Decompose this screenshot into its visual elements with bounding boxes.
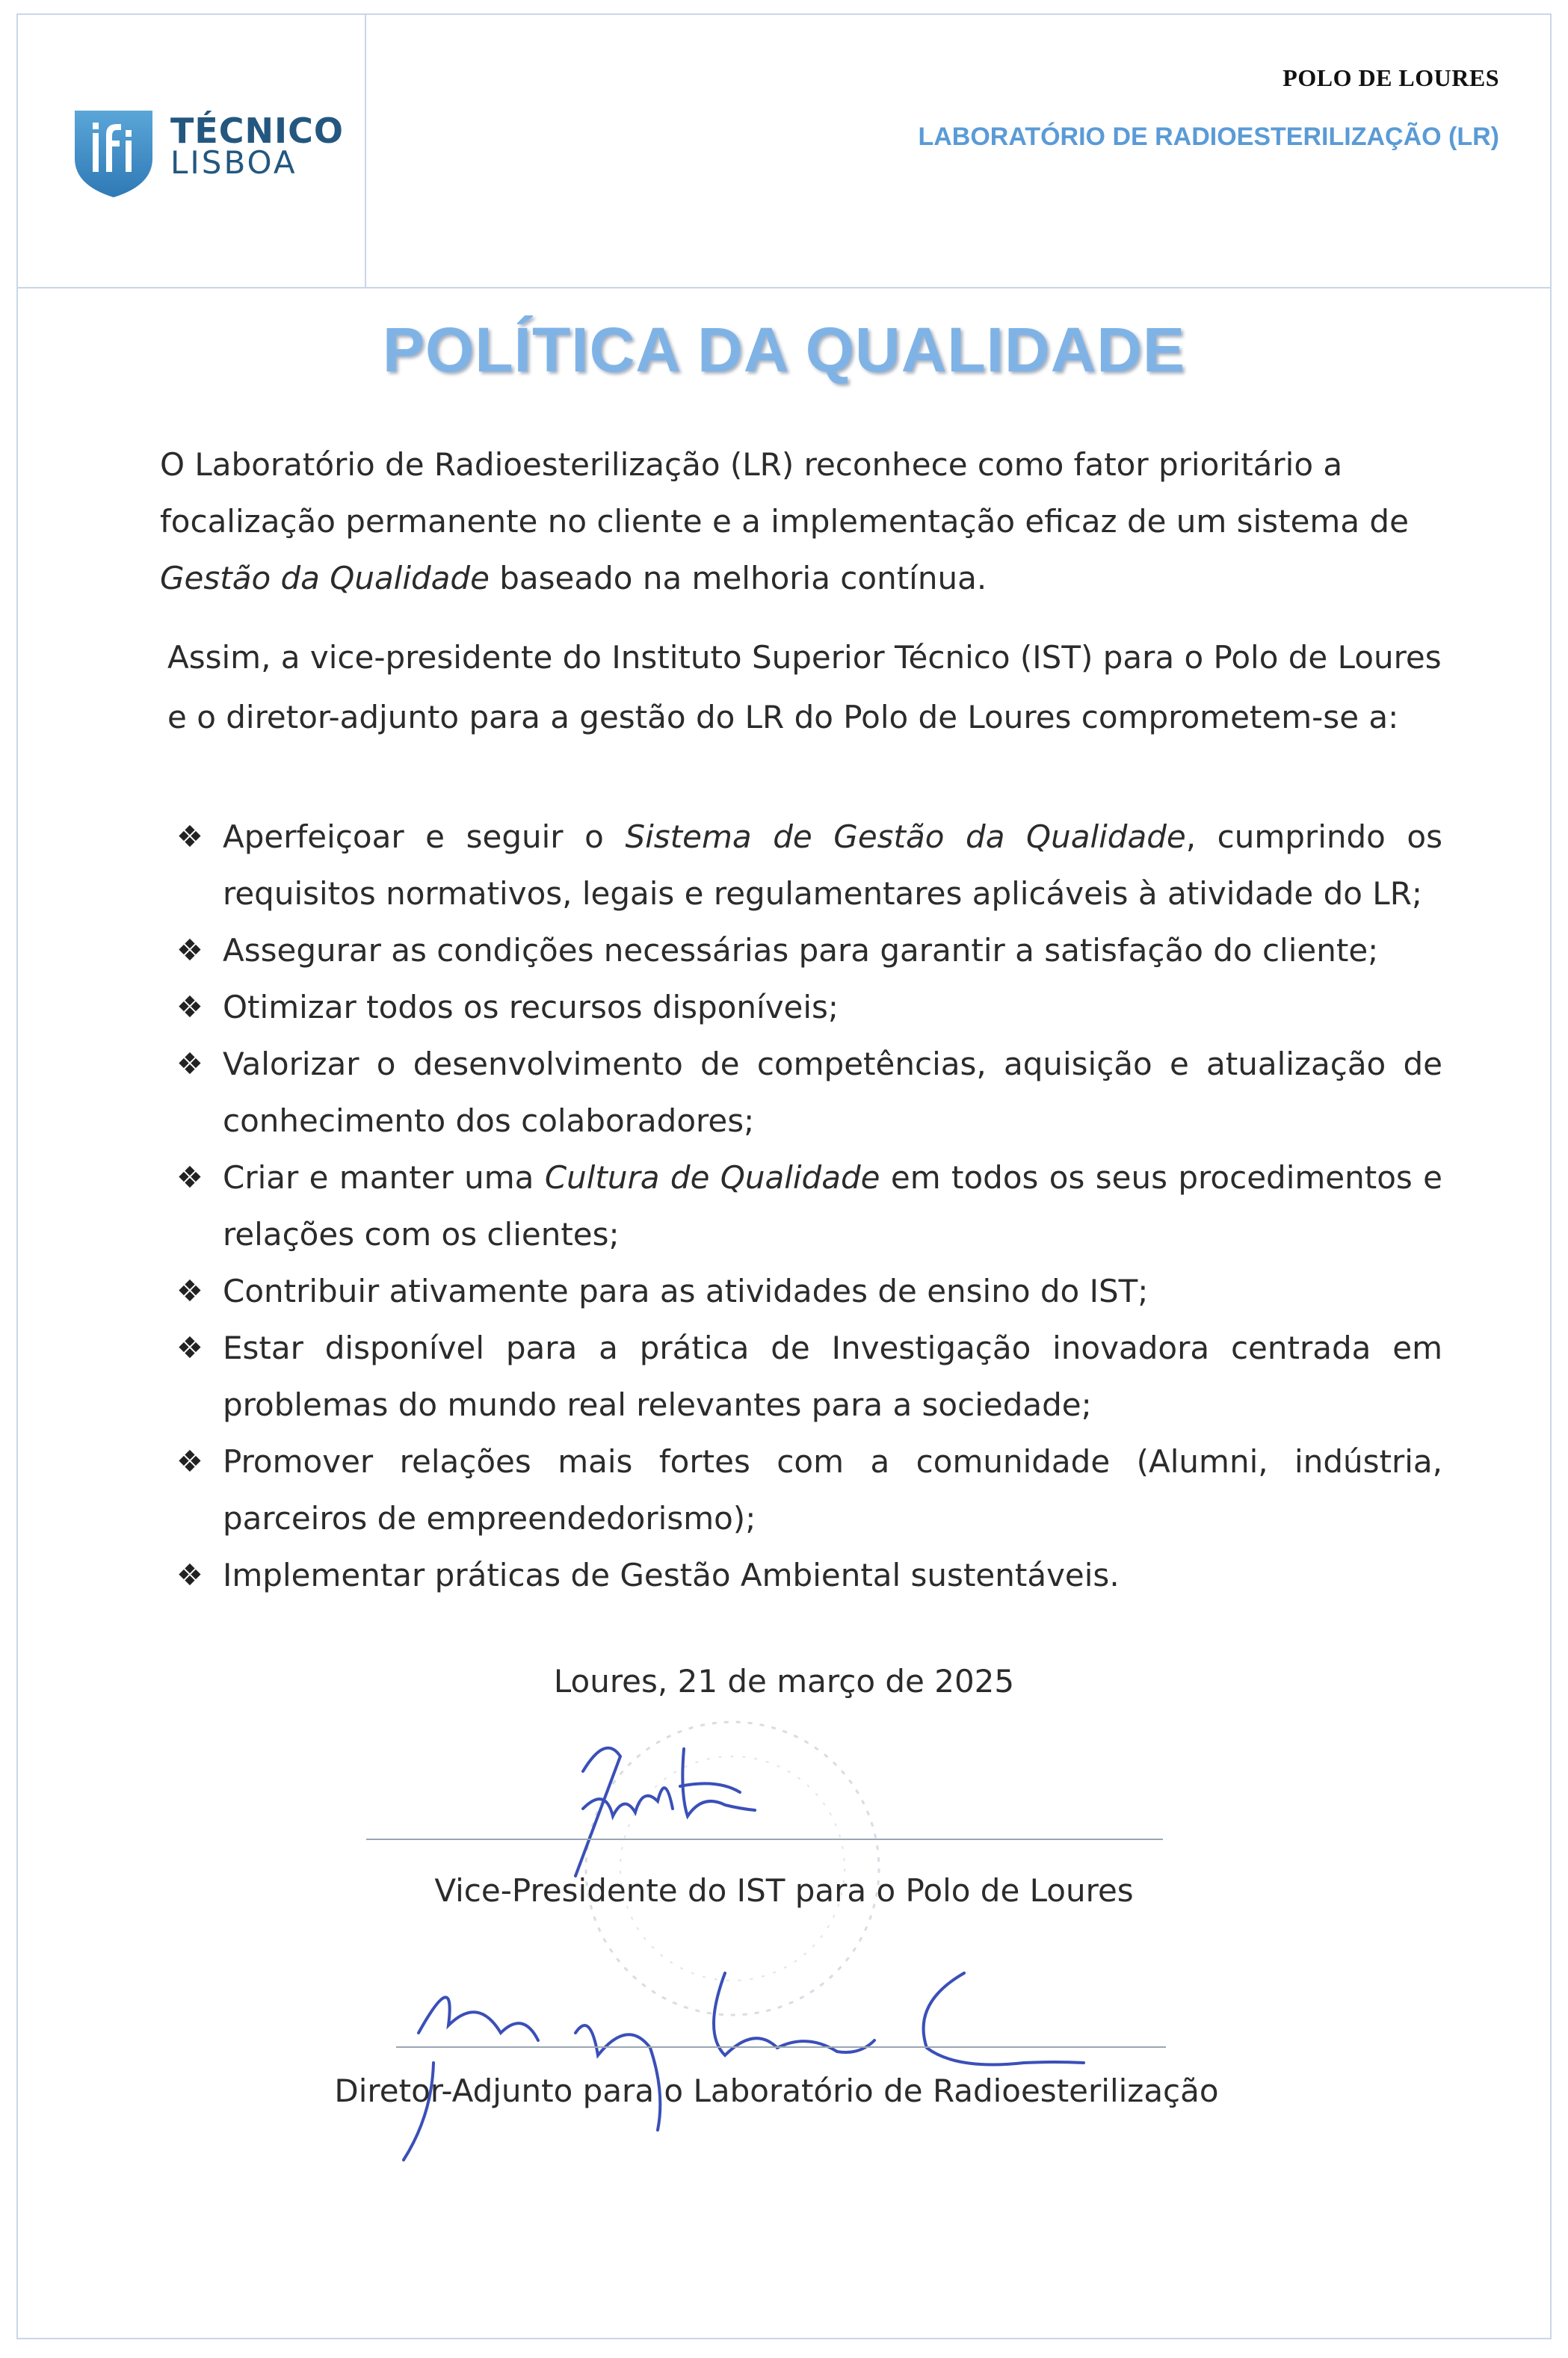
list-item [176,1263,1442,1320]
list-item [176,1320,1442,1433]
list-item-text: Estar disponível para a prática de Investigação inovadora centrada em problemas do mundo real relevantes para a sociedade; [223,1330,1442,1423]
commitments-list [176,809,1442,1604]
list-item [176,809,1442,922]
page-title: POLÍTICA DA QUALIDADE [382,315,1186,385]
diamond-bullet-icon: ❖ [176,1331,203,1365]
list-item-emphasis: Cultura de Qualidade [544,1159,880,1196]
intro-paragraph [160,436,1445,607]
signature-vice-president-icon [553,1726,822,1891]
polo-label: POLO DE LOURES [1283,64,1499,91]
logo-text-lisboa: LISBOA [170,144,297,181]
list-item [176,1036,1442,1149]
list-item [176,1433,1442,1547]
list-item-text: Otimizar todos os recursos disponíveis; [223,989,839,1025]
diamond-bullet-icon: ❖ [176,933,203,968]
signature-deputy-director-icon [389,1943,1136,2167]
signature-line-1 [366,1839,1163,1840]
list-item [176,979,1442,1036]
date-line: Loures, 21 de março de 2025 [553,1663,1015,1700]
commitment-paragraph: Assim, a vice-presidente do Instituto Superior Técnico (IST) para o Polo de Loures e o diretor-adjunto para a gestão do LR do Polo de Loures comprometem-se a: [167,639,1442,735]
intro-emphasis: Gestão da Qualidade [160,560,490,596]
list-item [176,1547,1442,1604]
laboratory-label: LABORATÓRIO DE RADIOESTERILIZAÇÃO (LR) [918,123,1499,151]
list-item-text: Criar e manter uma [223,1159,545,1196]
signatory-role-deputy-director: Diretor-Adjunto para o Laboratório de Radioesterilização [334,2072,1219,2109]
header-column-divider [365,13,366,288]
diamond-bullet-icon: ❖ [176,990,203,1025]
list-item-text: Aperfeiçoar e seguir o [223,818,626,855]
diamond-bullet-icon: ❖ [176,1047,203,1081]
intro-text: O Laboratório de Radioesterilização (LR) reconhece como fator prioritário a focalização permanente no cliente e a implementação eficaz de um sistema de [160,446,1409,540]
diamond-bullet-icon: ❖ [176,1274,203,1309]
signatory-role-vice-president: Vice-Presidente do IST para o Polo de Loures [434,1872,1134,1909]
diamond-bullet-icon: ❖ [176,820,203,854]
diamond-bullet-icon: ❖ [176,1445,203,1479]
list-item [176,1149,1442,1263]
list-item-text-end: em todos os seus procedimentos e relações com os clientes; [223,1159,1443,1253]
diamond-bullet-icon: ❖ [176,1161,203,1195]
list-item-text: Implementar práticas de Gestão Ambiental sustentáveis. [223,1557,1120,1593]
list-item-text: Assegurar as condições necessárias para garantir a satisfação do cliente; [223,932,1379,969]
list-item [176,922,1442,979]
diamond-bullet-icon: ❖ [176,1558,203,1593]
list-item-text-end: , cumprindo os requisitos normativos, legais e regulamentares aplicáveis à atividade do LR; [223,818,1443,912]
list-item-emphasis: Sistema de Gestão da Qualidade [625,818,1186,855]
list-item-text: Valorizar o desenvolvimento de competências, aquisição e atualização de conhecimento dos colaboradores; [223,1046,1442,1139]
logo-text-tecnico: TÉCNICO [170,111,345,151]
ist-shield-icon [72,108,155,200]
list-item-text: Promover relações mais fortes com a comunidade (Alumni, indústria, parceiros de empreendedorismo); [223,1443,1442,1537]
signature-line-2 [396,2046,1166,2048]
list-item-text: Contribuir ativamente para as atividades de ensino do IST; [223,1273,1149,1309]
header-divider [16,287,1552,288]
intro-text-end: baseado na melhoria contínua. [489,560,987,596]
